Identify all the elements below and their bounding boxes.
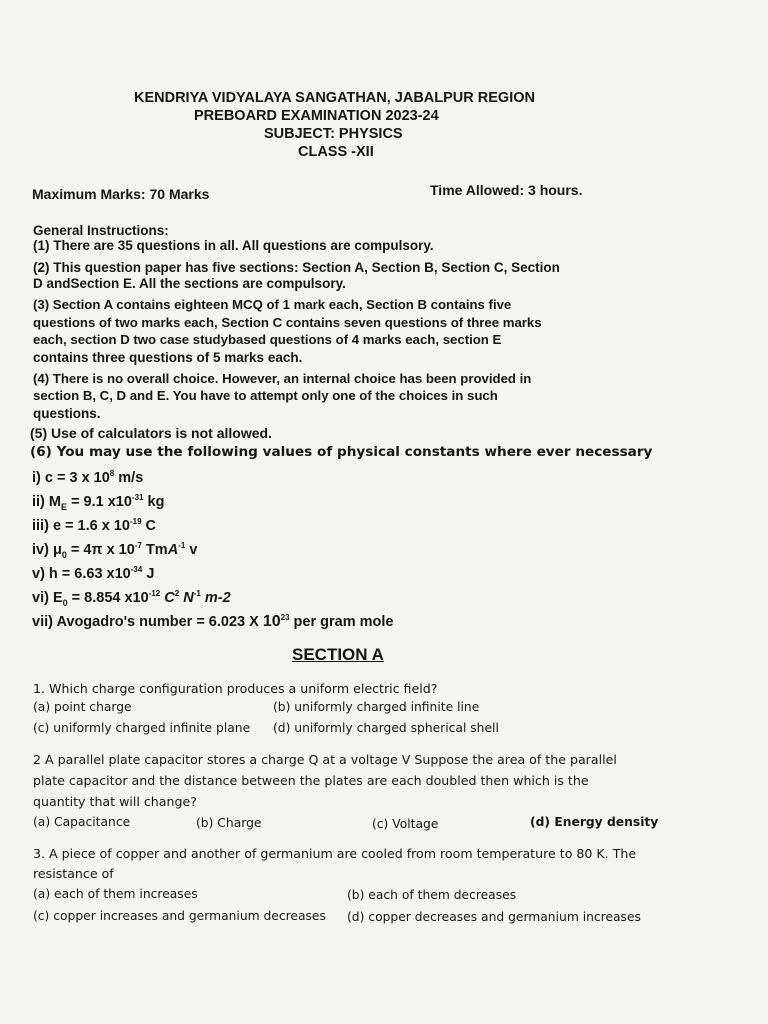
question-1-option-a: (a) point charge xyxy=(33,700,132,714)
question-1-option-c: (c) uniformly charged infinite plane xyxy=(33,721,251,735)
question-2-option-d: (d) Energy density xyxy=(530,815,659,829)
question-2-stem: quantity that will change? xyxy=(33,794,197,809)
instruction-line: (3) Section A contains eighteen MCQ of 1 mark each, Section B contains five xyxy=(33,297,512,312)
question-2-option-b: (b) Charge xyxy=(196,816,262,830)
instruction-line: section B, C, D and E. You have to attempt only one of the choices in such xyxy=(33,388,498,403)
question-2-stem: 2 A parallel plate capacitor stores a charge Q at a voltage V Suppose the area of the parallel xyxy=(33,752,617,767)
question-2-option-a: (a) Capacitance xyxy=(33,815,131,829)
question-2-stem: plate capacitor and the distance between the plates are each doubled then which is the xyxy=(33,773,589,788)
instructions-heading: General Instructions: xyxy=(33,223,169,238)
constant-planck: v) h = 6.63 $x10^{-34}$ J xyxy=(32,565,155,582)
question-1-stem: 1. Which charge configuration produces a uniform electric field? xyxy=(33,681,438,696)
constant-electron-mass: ii) $M_E = 9.1$ $x10^{-31}$ kg xyxy=(32,493,165,512)
time-allowed: Time Allowed: 3 hours. xyxy=(430,182,583,198)
instruction-line: (5) Use of calculators is not allowed. xyxy=(30,425,272,441)
question-1-option-d: (d) uniformly charged spherical shell xyxy=(273,721,499,735)
question-3-stem: 3. A piece of copper and another of germanium are cooled from room temperature to 80 K. The xyxy=(33,846,637,861)
question-3-option-a: (a) each of them increases xyxy=(33,887,198,901)
question-2-option-c: (c) Voltage xyxy=(372,817,439,831)
instruction-line: (1) There are 35 questions in all. All questions are compulsory. xyxy=(33,238,434,253)
question-3-option-b: (b) each of them decreases xyxy=(347,888,517,902)
question-1-option-b: (b) uniformly charged infinite line xyxy=(273,700,480,714)
instruction-line: (6) You may use the following values of physical constants where ever necessary xyxy=(30,444,653,460)
instruction-line: each, section D two case studybased questions of 4 marks each, section E xyxy=(33,332,502,347)
org-heading: KENDRIYA VIDYALAYA SANGATHAN, JABALPUR REGION xyxy=(134,90,535,106)
instruction-line: questions of two marks each, Section C contains seven questions of three marks xyxy=(33,315,542,330)
instruction-line: questions. xyxy=(33,406,101,421)
constant-avogadro: vii) Avogadro's number = 6.023 X $10^{23}$ per gram mole xyxy=(32,613,394,630)
max-marks: Maximum Marks: 70 Marks xyxy=(32,186,210,202)
constant-electron-charge: iii) e = 1.6 x $10^{-19}$ C xyxy=(32,517,157,534)
instruction-line: D andSection E. All the sections are compulsory. xyxy=(33,276,346,291)
constant-speed-of-light: i) c = 3 x $10^8$ m/s xyxy=(32,469,144,486)
constant-permeability: iv) $\mu_0 = 4\pi$ x $10^{-7}$ TmA$^{-1}$ v xyxy=(32,541,198,560)
instruction-line: (2) This question paper has five sections: Section A, Section B, Section C, Section xyxy=(33,260,560,275)
question-3-option-d: (d) copper decreases and germanium increases xyxy=(347,910,641,924)
question-3-stem: resistance of xyxy=(33,866,114,881)
instruction-line: (4) There is no overall choice. However, an internal choice has been provided in xyxy=(33,371,532,386)
subject-heading: SUBJECT: PHYSICS xyxy=(264,126,403,142)
constant-permittivity: vi) $E_0 = 8.854$ $x10^{-12}$ $C^2$ $N^{-1}$ m-2 xyxy=(32,589,231,608)
instruction-line: contains three questions of 5 marks each. xyxy=(33,350,303,365)
section-a-title: SECTION A xyxy=(292,645,384,664)
question-3-option-c: (c) copper increases and germanium decreases xyxy=(33,909,326,923)
exam-heading: PREBOARD EXAMINATION 2023-24 xyxy=(194,108,439,124)
class-heading: CLASS -XII xyxy=(298,144,374,160)
